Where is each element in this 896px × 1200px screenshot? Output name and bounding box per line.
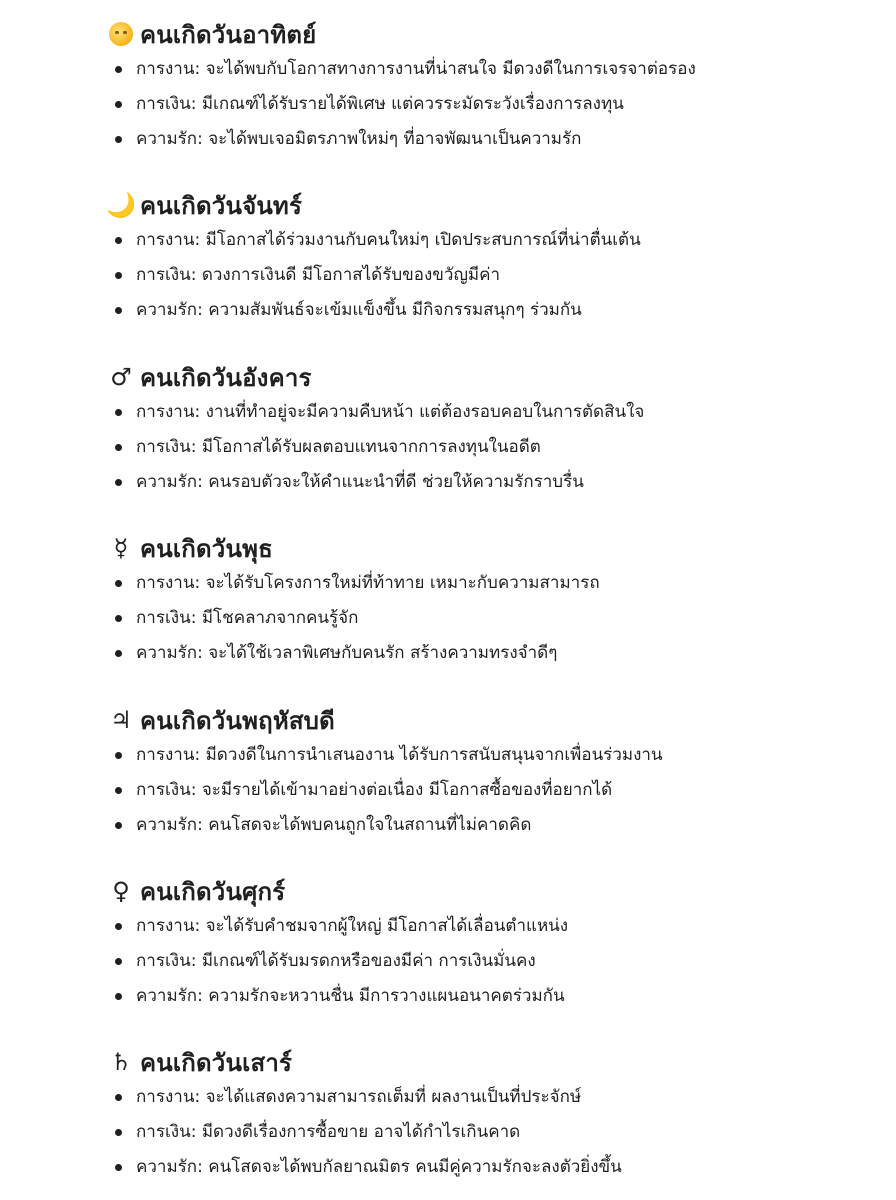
section-title: คนเกิดวันเสาร์ [140, 1048, 293, 1077]
bullet-icon [115, 752, 122, 759]
list-item-text: การเงิน: มีเกณฑ์ได้รับมรดกหรือของมีค่า การเงินมั่นคง [136, 951, 536, 971]
section-sunday [106, 16, 866, 157]
section-title: คนเกิดวันจันทร์ [140, 191, 303, 220]
jupiter-symbol-icon: ♃ [110, 706, 132, 734]
sun-icon [106, 19, 136, 49]
list-item [106, 258, 866, 293]
fortune-list [106, 1080, 866, 1185]
bullet-icon [115, 615, 122, 622]
list-item-text: การเงิน: จะมีรายได้เข้ามาอย่างต่อเนื่อง มีโอกาสซื้อของที่อยากได้ [136, 780, 613, 800]
section-friday [106, 873, 866, 1014]
bullet-icon [115, 1129, 122, 1136]
bullet-icon [115, 787, 122, 794]
list-item-text: ความรัก: ความสัมพันธ์จะเข้มแข็งขึ้น มีกิจกรรมสนุกๆ ร่วมกัน [136, 300, 582, 320]
list-item [106, 636, 866, 671]
list-item [106, 430, 866, 465]
bullet-icon [115, 1164, 122, 1171]
list-item-text: การเงิน: มีดวงดีเรื่องการซื้อขาย อาจได้กำไรเกินคาด [136, 1122, 521, 1142]
bullet-icon [115, 444, 122, 451]
section-saturday [106, 1044, 866, 1185]
list-item-text: การเงิน: มีโอกาสได้รับผลตอบแทนจากการลงทุนในอดีต [136, 437, 541, 457]
list-item-text: การเงิน: ดวงการเงินดี มีโอกาสได้รับของขวัญมีค่า [136, 265, 501, 285]
list-item-text: การเงิน: มีเกณฑ์ได้รับรายได้พิเศษ แต่ควรระมัดระวังเรื่องการลงทุน [136, 94, 624, 114]
list-item-text: ความรัก: ความรักจะหวานชื่น มีการวางแผนอนาคตร่วมกัน [136, 986, 565, 1006]
bullet-icon [115, 409, 122, 416]
list-item-text: การงาน: งานที่ทำอยู่จะมีความคืบหน้า แต่ต้องรอบคอบในการตัดสินใจ [136, 402, 645, 422]
list-item [106, 1080, 866, 1115]
section-title: คนเกิดวันอังคาร [140, 363, 312, 392]
section-wednesday [106, 530, 866, 671]
section-title: คนเกิดวันศุกร์ [140, 877, 286, 906]
section-heading [106, 16, 866, 52]
fortune-list [106, 223, 866, 328]
list-item [106, 566, 866, 601]
list-item [106, 601, 866, 636]
list-item [106, 52, 866, 87]
section-heading [106, 702, 866, 738]
bullet-icon [115, 136, 122, 143]
fortune-list [106, 738, 866, 843]
list-item [106, 1150, 866, 1185]
list-item [106, 808, 866, 843]
fortune-list [106, 909, 866, 1014]
bullet-icon [115, 66, 122, 73]
list-item [106, 122, 866, 157]
bullet-icon [115, 580, 122, 587]
list-item-text: การงาน: มีโอกาสได้ร่วมงานกับคนใหม่ๆ เปิดประสบการณ์ที่น่าตื่นเต้น [136, 230, 641, 250]
bullet-icon [115, 993, 122, 1000]
list-item-text: การงาน: จะได้รับคำชมจากผู้ใหญ่ มีโอกาสได้เลื่อนตำแหน่ง [136, 916, 569, 936]
list-item-text: ความรัก: คนโสดจะได้พบกัลยาณมิตร คนมีคู่ความรักจะลงตัวยิ่งขึ้น [136, 1157, 622, 1177]
mars-symbol-icon: ♂ [110, 363, 132, 391]
section-tuesday [106, 359, 866, 500]
list-item [106, 979, 866, 1014]
section-title: คนเกิดวันพฤหัสบดี [140, 706, 335, 735]
bullet-icon [115, 272, 122, 279]
bullet-icon [115, 307, 122, 314]
list-item [106, 395, 866, 430]
venus-symbol-icon: ♀ [112, 877, 130, 905]
bullet-icon [115, 101, 122, 108]
list-item [106, 1115, 866, 1150]
list-item-text: การงาน: จะได้แสดงความสามารถเต็มที่ ผลงานเป็นที่ประจักษ์ [136, 1087, 582, 1107]
section-heading [106, 1044, 866, 1080]
list-item [106, 909, 866, 944]
list-item-text: ความรัก: จะได้ใช้เวลาพิเศษกับคนรัก สร้างความทรงจำดีๆ [136, 643, 558, 663]
section-monday [106, 187, 866, 328]
bullet-icon [115, 479, 122, 486]
section-thursday [106, 702, 866, 843]
saturn-symbol-icon: ♄ [110, 1048, 132, 1076]
bullet-icon [115, 958, 122, 965]
list-item [106, 293, 866, 328]
section-heading [106, 873, 866, 909]
mercury-symbol-icon: ☿ [113, 534, 129, 562]
list-item [106, 738, 866, 773]
list-item [106, 465, 866, 500]
list-item [106, 223, 866, 258]
fortune-list [106, 566, 866, 671]
section-heading [106, 359, 866, 395]
bullet-icon [115, 1094, 122, 1101]
bullet-icon [115, 923, 122, 930]
list-item-text: การงาน: มีดวงดีในการนำเสนองาน ได้รับการสนับสนุนจากเพื่อนร่วมงาน [136, 745, 663, 765]
list-item [106, 773, 866, 808]
list-item-text: ความรัก: คนรอบตัวจะให้คำแนะนำที่ดี ช่วยให้ความรักราบรื่น [136, 472, 584, 492]
fortune-list [106, 395, 866, 500]
fortune-list [106, 52, 866, 157]
bullet-icon [115, 822, 122, 829]
list-item [106, 944, 866, 979]
section-title: คนเกิดวันอาทิตย์ [140, 20, 317, 49]
crescent-moon-icon: 🌙 [106, 191, 136, 219]
list-item-text: การงาน: จะได้พบกับโอกาสทางการงานที่น่าสนใจ มีดวงดีในการเจรจาต่อรอง [136, 59, 696, 79]
section-heading [106, 187, 866, 223]
list-item-text: ความรัก: จะได้พบเจอมิตรภาพใหม่ๆ ที่อาจพัฒนาเป็นความรัก [136, 129, 582, 149]
list-item-text: การเงิน: มีโชคลาภจากคนรู้จัก [136, 608, 359, 628]
list-item-text: ความรัก: คนโสดจะได้พบคนถูกใจในสถานที่ไม่คาดคิด [136, 815, 532, 835]
section-title: คนเกิดวันพุธ [140, 534, 273, 563]
bullet-icon [115, 650, 122, 657]
list-item [106, 87, 866, 122]
list-item-text: การงาน: จะได้รับโครงการใหม่ที่ท้าทาย เหมาะกับความสามารถ [136, 573, 600, 593]
bullet-icon [115, 237, 122, 244]
section-heading [106, 530, 866, 566]
